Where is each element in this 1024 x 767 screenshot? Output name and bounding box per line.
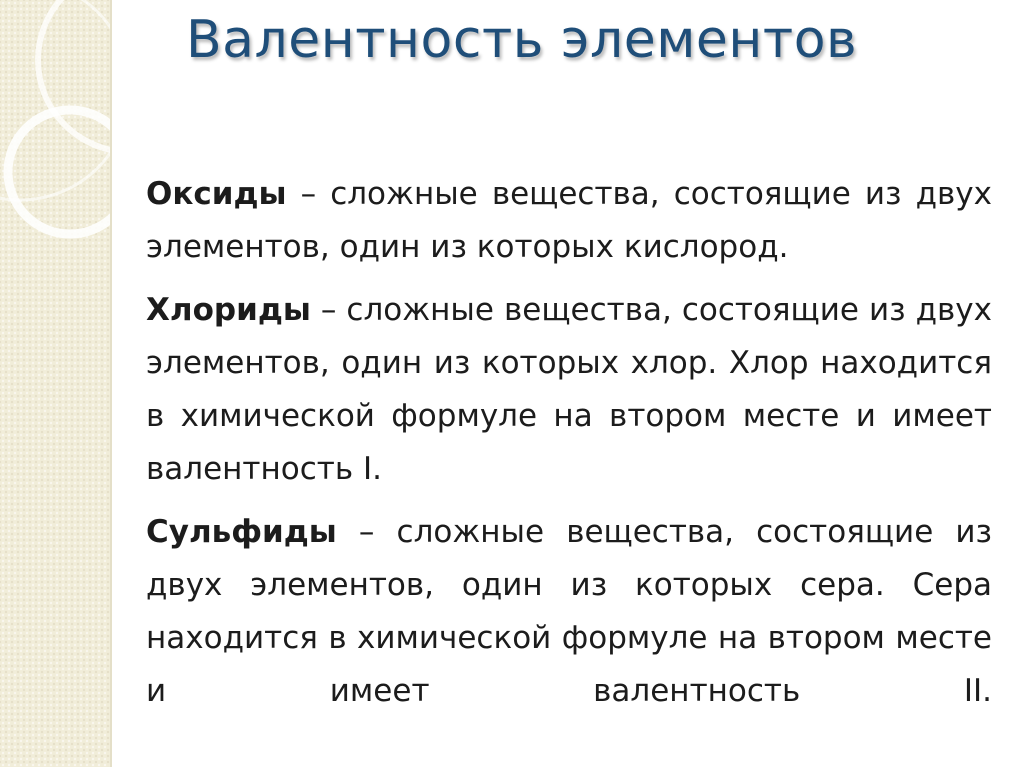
paragraph-sulfides xyxy=(146,506,992,718)
definition-oxides: сложные вещества, состоящие из двух элементов, один из которых кислород. xyxy=(146,176,992,265)
definition-sulfides: сложные вещества, состоящие из двух элементов, один из которых сера. Сера находится в химической формуле на втором месте и имеет валентность II. xyxy=(146,514,992,709)
dash: – xyxy=(336,514,397,550)
term-sulfides: Сульфиды xyxy=(146,514,337,550)
definition-chlorides: сложные вещества, состоящие из двух элементов, один из которых хлор. Хлор находится в химической формуле на втором месте и имеет валентность I. xyxy=(146,292,992,487)
term-chlorides: Хлориды xyxy=(146,292,311,328)
dash: – xyxy=(310,292,347,328)
side-divider xyxy=(110,0,112,767)
slide-title: Валентность элементов xyxy=(186,10,858,70)
paragraph-chlorides xyxy=(146,284,992,496)
term-oxides: Оксиды xyxy=(146,176,287,212)
slide-body xyxy=(146,168,992,728)
decorative-side-strip xyxy=(0,0,110,767)
paragraph-oxides xyxy=(146,168,992,274)
dash: – xyxy=(286,176,331,212)
decorative-rings-icon xyxy=(0,0,110,300)
